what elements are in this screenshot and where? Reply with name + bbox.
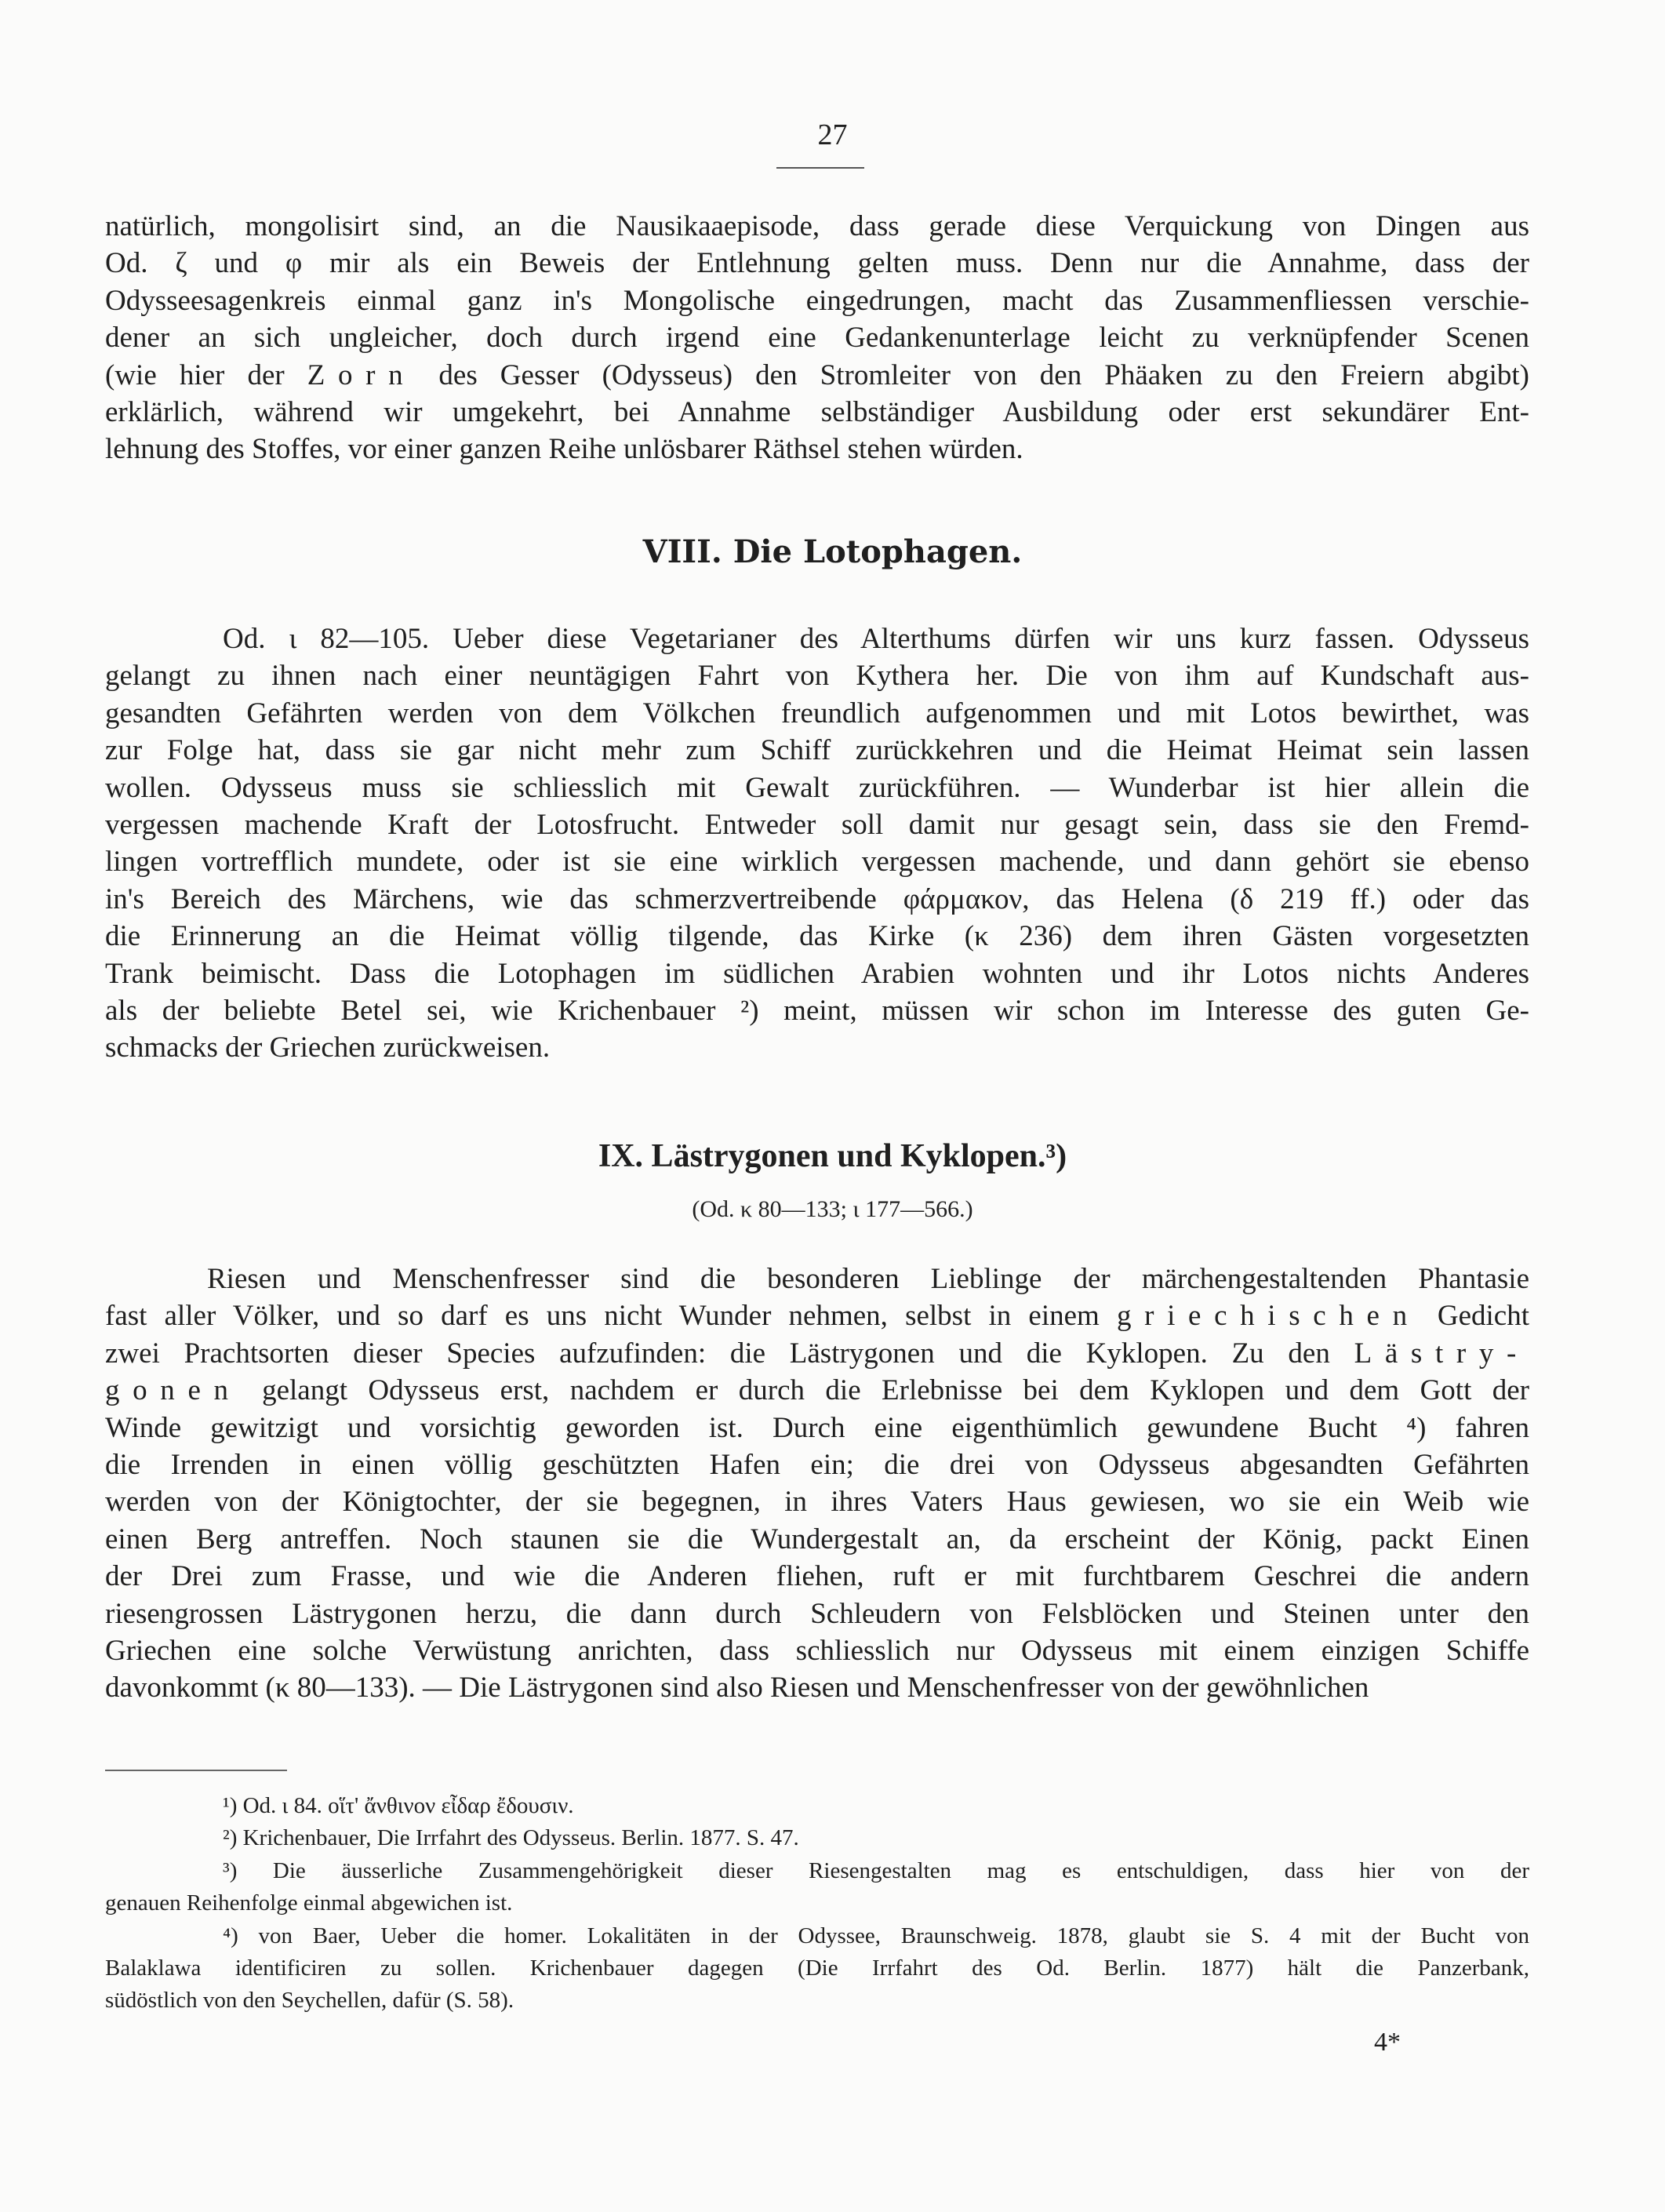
- paragraph-laestrygonen: [105, 1261, 1529, 1707]
- text-line: [105, 918, 1529, 955]
- section-heading-ix: IX. Lästrygonen und Kyklopen.³): [598, 1138, 1067, 1174]
- text-line: [105, 1887, 1529, 1919]
- text-line: [105, 695, 1529, 732]
- text-segment: dener an sich ungleicher, doch durch irgend eine Gedankenunterlage leicht zu verknüpfender Scenen: [105, 322, 1529, 355]
- text-segment: Balaklawa identificiren zu sollen. Krichenbauer dagegen (Die Irrfahrt des Od. Berlin. 1877) hält die Panzerbank,: [105, 1955, 1529, 1981]
- text-line: [105, 769, 1529, 806]
- page-number-rule: [776, 167, 864, 169]
- text-line: [105, 1446, 1529, 1483]
- text-line: [105, 732, 1529, 769]
- footnote-1: [105, 1790, 1529, 1822]
- text-line: [105, 1558, 1529, 1595]
- text-line: [105, 657, 1529, 694]
- text-line: [105, 1855, 1529, 1887]
- text-segment: lingen vortrefflich mundete, oder ist sie eine wirklich vergessen machende, und dann gehört sie ebenso: [105, 846, 1529, 879]
- text-segment: natürlich, mongolisirt sind, an die Nausikaaepisode, dass gerade diese Verquickung von Dingen aus: [105, 210, 1529, 242]
- spaced-emphasis-text: Zorn: [307, 358, 416, 391]
- section-heading-viii: VIII. Die Lotophagen.: [642, 533, 1023, 570]
- text-line: [105, 1521, 1529, 1558]
- text-line: [105, 431, 1529, 468]
- text-segment: gelangt Odysseus erst, nachdem er durch die Erlebnisse bei dem Kyklopen und dem Gott der: [241, 1374, 1529, 1407]
- text-segment: gelangt zu ihnen nach einer neuntägigen Fahrt von Kythera her. Die von ihm auf Kundschaft aus-: [105, 660, 1529, 693]
- text-line: [105, 881, 1529, 918]
- text-line: [105, 282, 1529, 319]
- text-segment: ¹) Od. ι 84. οἵτ' ἄνθινον εἶδαρ ἔδουσιν.: [223, 1793, 574, 1818]
- text-line: [105, 955, 1529, 992]
- text-line: [105, 1822, 1529, 1854]
- section-heading-ix-reference: (Od. κ 80—133; ι 177—566.): [692, 1196, 973, 1222]
- text-segment: schmacks der Griechen zurückweisen.: [105, 1031, 551, 1064]
- paragraph-continuation: [105, 208, 1529, 468]
- spaced-emphasis-text: griechischen: [1116, 1300, 1420, 1333]
- text-line: [105, 1483, 1529, 1520]
- spaced-emphasis-text: gonen: [105, 1374, 242, 1407]
- spaced-emphasis-text: Lästry-: [1354, 1337, 1529, 1370]
- text-line: [105, 1632, 1529, 1669]
- text-line: [105, 992, 1529, 1029]
- text-segment: Od. ζ und φ mir als ein Beweis der Entlehnung gelten muss. Denn nur die Annahme, dass der: [105, 247, 1529, 280]
- text-line: [105, 208, 1529, 245]
- text-segment: zwei Prachtsorten dieser Species aufzufinden: die Lästrygonen und die Kyklopen. Zu den: [105, 1337, 1354, 1370]
- text-line: [105, 319, 1529, 356]
- paragraph-lotophagen: [105, 620, 1529, 1067]
- text-line: [105, 1335, 1529, 1372]
- text-segment: fast aller Völker, und so darf es uns nicht Wunder nehmen, selbst in einem: [105, 1300, 1117, 1333]
- text-line: [105, 1669, 1529, 1706]
- text-segment: ⁴) von Baer, Ueber die homer. Lokalitäten in der Odyssee, Braunschweig. 1878, glaubt sie S. 4 mit der Bucht von: [223, 1923, 1529, 1948]
- text-line: [105, 357, 1529, 394]
- text-segment: genauen Reihenfolge einmal abgewichen ist.: [105, 1890, 513, 1916]
- text-segment: Od. ι 82—105. Ueber diese Vegetarianer des Alterthums dürfen wir uns kurz fassen. Odysseus: [223, 623, 1529, 655]
- page-number: 27: [817, 118, 848, 151]
- text-line: [105, 245, 1529, 282]
- text-line: [105, 1372, 1529, 1409]
- text-segment: die Irrenden in einen völlig geschützten Hafen ein; die drei von Odysseus abgesandten Gefährten: [105, 1448, 1529, 1481]
- footnote-separator: [105, 1770, 287, 1771]
- text-segment: vergessen machende Kraft der Lotosfrucht. Entweder soll damit nur gesagt sein, dass sie den Fremd-: [105, 808, 1529, 841]
- text-segment: lehnung des Stoffes, vor einer ganzen Reihe unlösbarer Räthsel stehen würden.: [105, 433, 1023, 466]
- text-line: [105, 1920, 1529, 1952]
- text-line: [105, 620, 1529, 657]
- text-line: [105, 1952, 1529, 1985]
- footnotes: [105, 1790, 1529, 2017]
- text-segment: Trank beimischt. Dass die Lotophagen im südlichen Arabien wohnten und ihr Lotos nichts Anderes: [105, 957, 1529, 990]
- text-line: [105, 1029, 1529, 1066]
- text-segment: die Erinnerung an die Heimat völlig tilgende, das Kirke (κ 236) dem ihren Gästen vorgesetzten: [105, 920, 1529, 953]
- text-segment: werden von der Königtochter, der sie begegnen, in ihres Vaters Haus gewiesen, wo sie ein Weib wie: [105, 1486, 1529, 1519]
- text-segment: ²) Krichenbauer, Die Irrfahrt des Odysseus. Berlin. 1877. S. 47.: [223, 1825, 799, 1851]
- text-segment: wollen. Odysseus muss sie schliesslich mit Gewalt zurückführen. — Wunderbar ist hier allein die: [105, 771, 1529, 804]
- text-line: [105, 1985, 1529, 2017]
- text-segment: davonkommt (κ 80—133). — Die Lästrygonen sind also Riesen und Menschenfresser von der gewöhnlichen: [105, 1672, 1369, 1704]
- text-segment: erklärlich, während wir umgekehrt, bei Annahme selbständiger Ausbildung oder erst sekundärer Ent-: [105, 395, 1529, 428]
- text-line: [105, 806, 1529, 843]
- text-segment: Gedicht: [1420, 1300, 1529, 1333]
- text-line: [105, 1595, 1529, 1632]
- text-segment: des Gesser (Odysseus) den Stromleiter von den Phäaken zu den Freiern abgibt): [416, 358, 1529, 391]
- text-line: [105, 1297, 1529, 1334]
- text-segment: Winde gewitzigt und vorsichtig geworden ist. Durch eine eigenthümlich gewundene Bucht ⁴) fahren: [105, 1411, 1529, 1444]
- text-segment: in's Bereich des Märchens, wie das schmerzvertreibende φάρμακον, das Helena (δ 219 ff.) oder das: [105, 882, 1529, 915]
- footnote-3: [105, 1855, 1529, 1920]
- text-segment: als der beliebte Betel sei, wie Krichenbauer ²) meint, müssen wir schon im Interesse des guten Ge-: [105, 994, 1529, 1027]
- signature-mark: 4*: [1374, 2028, 1401, 2057]
- text-line: [105, 1410, 1529, 1446]
- text-segment: Riesen und Menschenfresser sind die besonderen Lieblinge der märchengestaltenden Phantasie: [207, 1263, 1529, 1295]
- text-segment: südöstlich von den Seychellen, dafür (S. 58).: [105, 1988, 514, 2014]
- text-segment: riesengrossen Lästrygonen herzu, die dann durch Schleudern von Felsblöcken und Steinen unter den: [105, 1597, 1529, 1630]
- text-segment: Odysseesagenkreis einmal ganz in's Mongolische eingedrungen, macht das Zusammenfliessen verschie-: [105, 284, 1529, 317]
- text-line: [105, 843, 1529, 880]
- footnote-4: [105, 1920, 1529, 2017]
- text-segment: der Drei zum Frasse, und wie die Anderen fliehen, ruft er mit furchtbarem Geschrei die andern: [105, 1560, 1529, 1593]
- text-segment: gesandten Gefährten werden von dem Völkchen freundlich aufgenommen und mit Lotos bewirthet, was: [105, 697, 1529, 729]
- text-segment: einen Berg antreffen. Noch staunen sie die Wundergestalt an, da erscheint der König, packt Einen: [105, 1523, 1529, 1555]
- footnote-2: [105, 1822, 1529, 1854]
- text-line: [105, 1261, 1529, 1297]
- text-line: [105, 1790, 1529, 1822]
- text-line: [105, 394, 1529, 431]
- text-segment: zur Folge hat, dass sie gar nicht mehr zum Schiff zurückkehren und die Heimat Heimat sein lassen: [105, 734, 1529, 767]
- text-segment: ³) Die äusserliche Zusammengehörigkeit dieser Riesengestalten mag es entschuldigen, dass hier von der: [223, 1857, 1529, 1883]
- text-segment: Griechen eine solche Verwüstung anrichten, dass schliesslich nur Odysseus mit einem einzigen Schiffe: [105, 1634, 1529, 1667]
- text-segment: (wie hier der: [105, 358, 307, 391]
